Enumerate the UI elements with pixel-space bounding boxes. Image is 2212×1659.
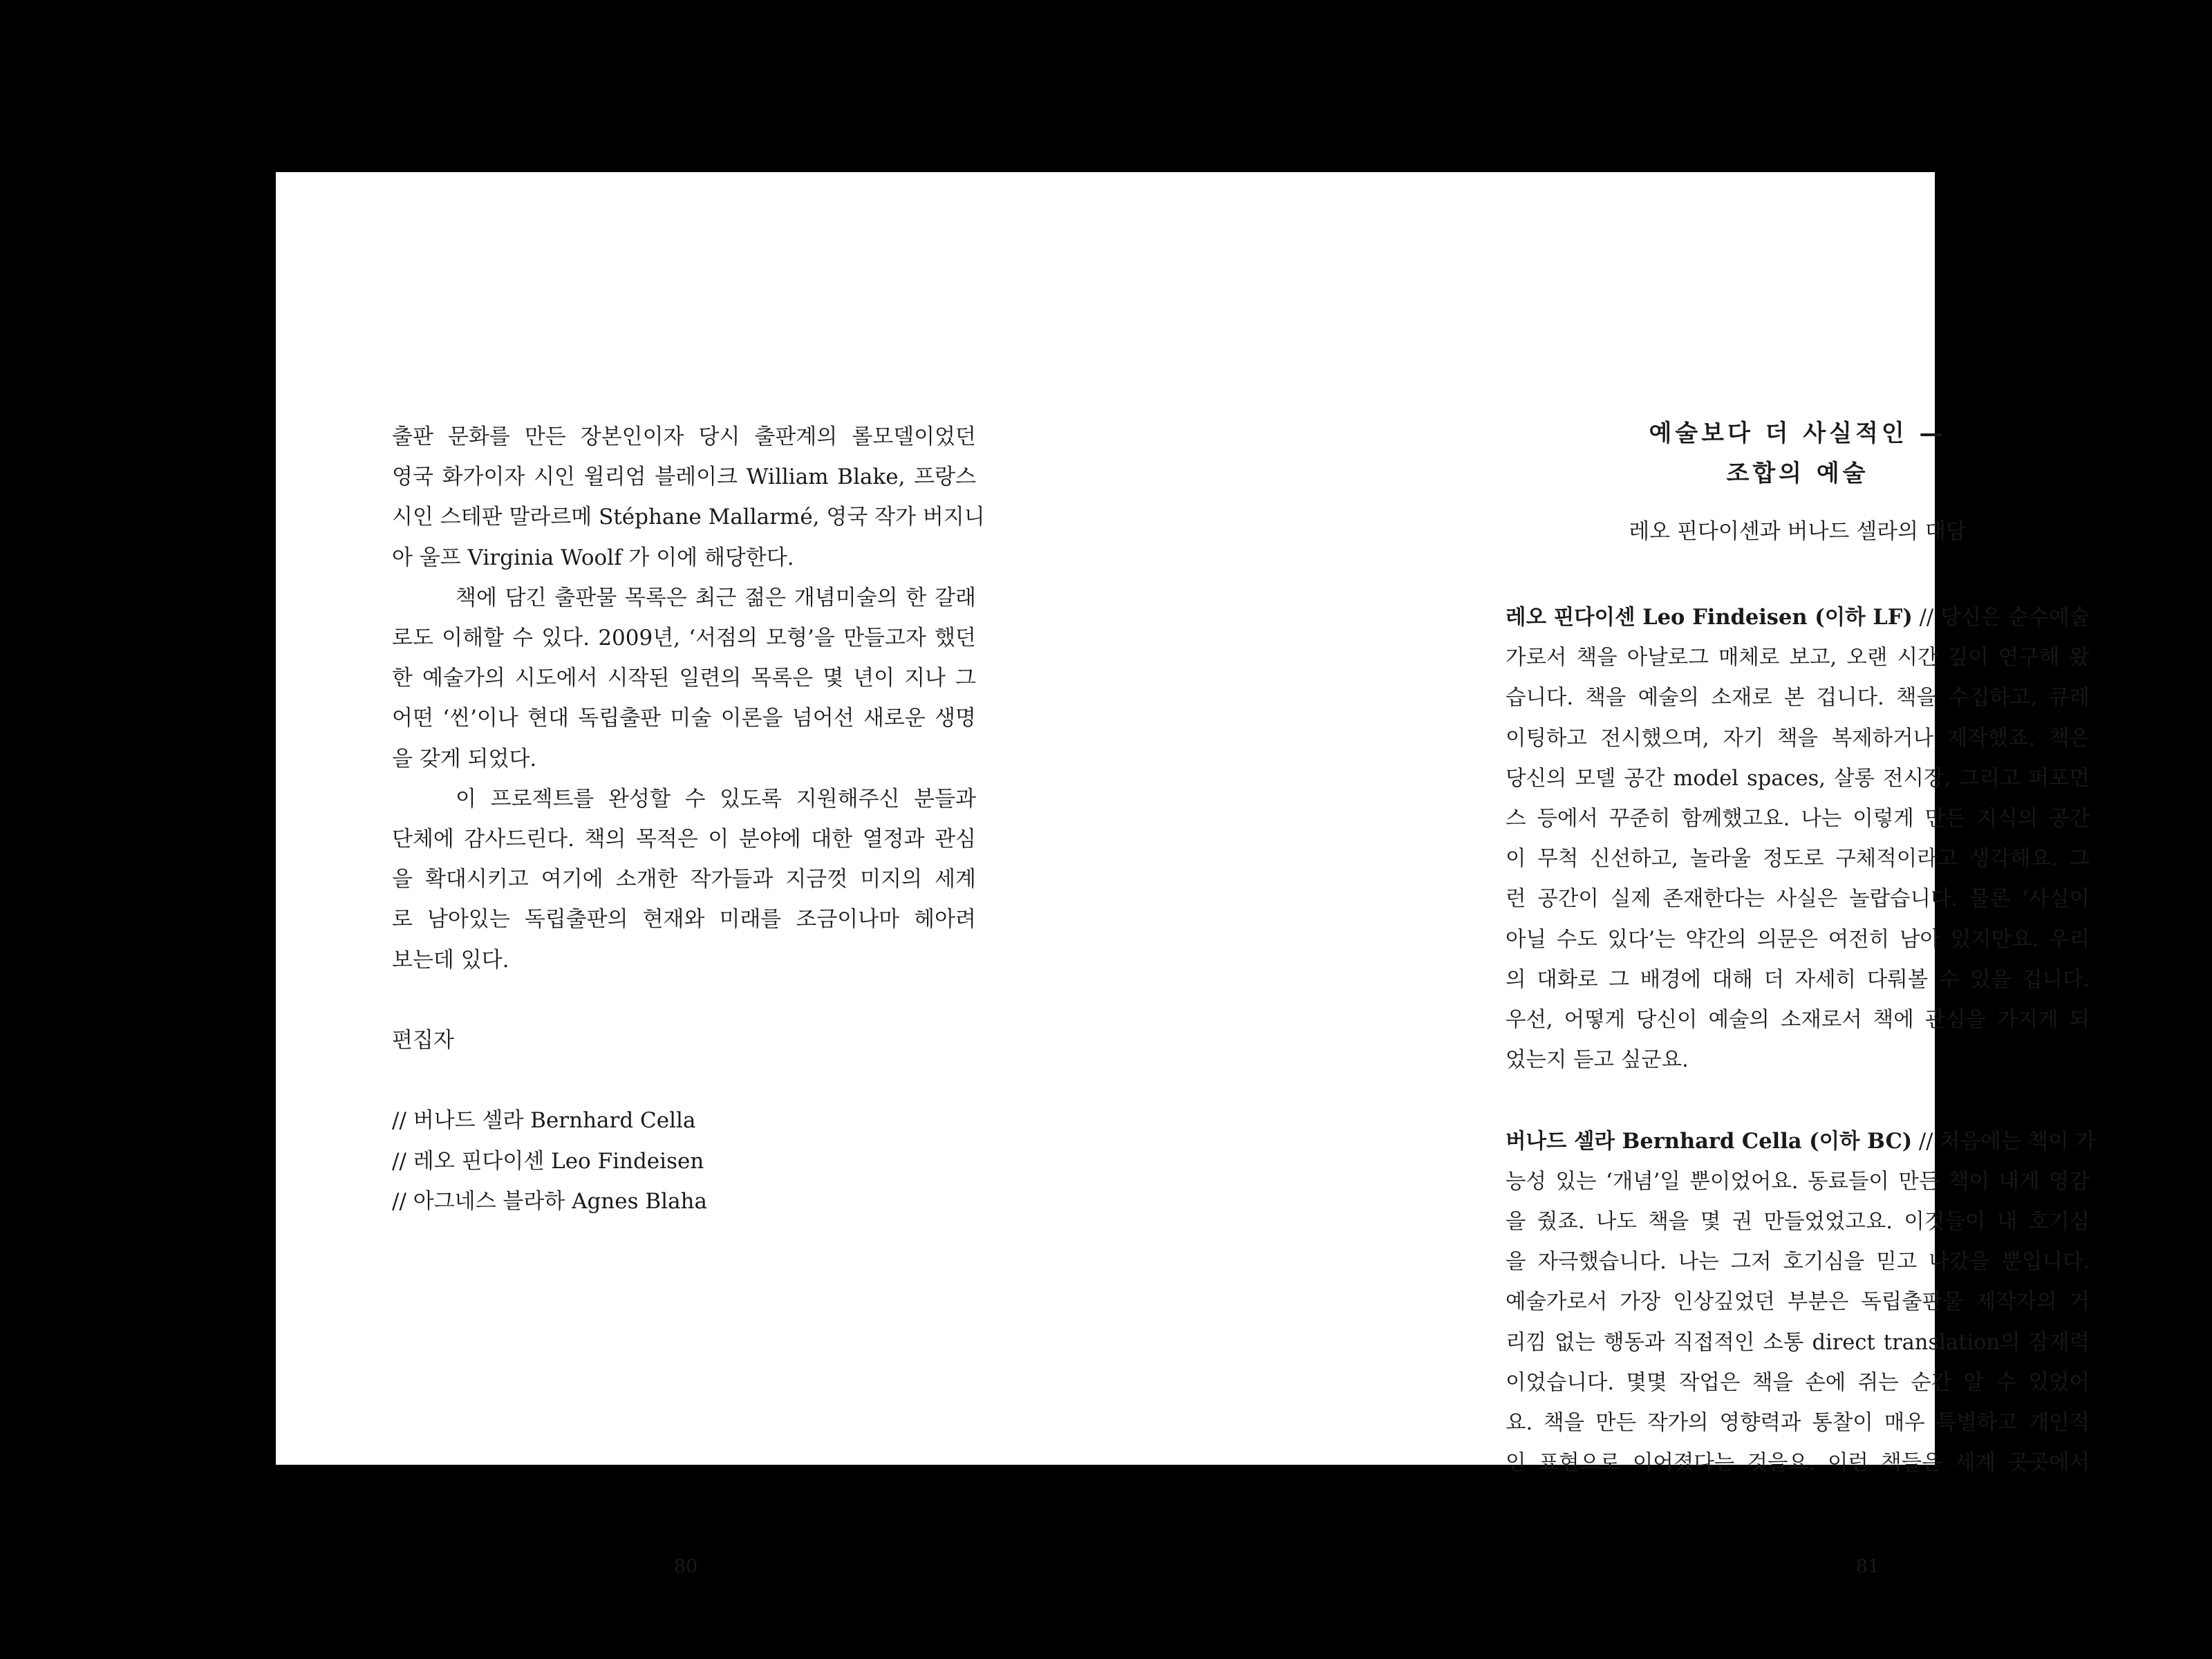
text-line: 이었습니다. 몇몇 작업은 책을 손에 쥐는 순간 알 수 있었어 [1506, 1370, 2090, 1395]
text-line: 당신의 모델 공간 model spaces, 살롱 전시장, 그리고 퍼포먼 [1506, 766, 2090, 791]
text-line: 가로서 책을 아날로그 매체로 보고, 오랜 시간 깊이 연구해 왔 [1506, 646, 2090, 671]
book-spread [276, 172, 2096, 1577]
text-line: 을 자극했습니다. 나는 그저 호기심을 믿고 나갔을 뿐입니다. [1506, 1250, 2090, 1275]
text-line: 을 줬죠. 나도 책을 몇 권 만들었었고요. 이것들이 내 호기심 [1506, 1210, 2090, 1235]
dialogue-block-bc [1506, 1121, 2096, 1484]
article-title-block [1506, 413, 2090, 552]
text-line [1506, 597, 2090, 638]
text-line: 아 울프 Virginia Woolf 가 이에 해당한다. [392, 545, 794, 570]
page-number-left: 80 [673, 1556, 698, 1577]
paragraph-3 [392, 779, 976, 980]
signature-line: // 버나드 셀라 Bernhard Cella [392, 1108, 696, 1134]
signature-heading: 편집자 [392, 1028, 454, 1053]
text-line: 책에 담긴 출판물 목록은 최근 젊은 개념미술의 한 갈래 [456, 585, 976, 610]
text-line: 요. 책을 만든 작가의 영향력과 통찰이 매우 특별하고 개인적 [1506, 1411, 2090, 1436]
text-line: 을 갖게 되었다. [392, 746, 537, 771]
speaker-label: 레오 핀다이센 Leo Findeisen (이하 LF) [1506, 605, 1913, 630]
text-line: 인 표현으로 이어졌다는 것을요. 이런 책들은 세계 곳곳에서 [1506, 1451, 2090, 1476]
speaker-label: 버나드 셀라 Bernhard Cella (이하 BC) [1506, 1128, 1913, 1154]
text-line: 단체에 감사드린다. 책의 목적은 이 분야에 대한 열정과 관심 [392, 827, 976, 852]
dialogue-block-lf [1506, 597, 2090, 1080]
paragraph-1 [392, 417, 985, 578]
text-line: 로 남아있는 독립출판의 현재와 미래를 조금이나마 헤아려 [392, 907, 976, 932]
text-line: 예술가로서 가장 인상깊었던 부분은 독립출판물 제작자의 거 [1506, 1290, 2090, 1315]
text-line: 로도 이해할 수 있다. 2009년, ‘서점의 모형’을 만들고자 했던 [392, 626, 976, 651]
signature-line: // 아그네스 블라하 Agnes Blaha [392, 1188, 708, 1214]
text-line: 리낌 없는 행동과 직접적인 소통 direct translation의 잠재력 [1506, 1330, 2090, 1355]
right-page [1105, 172, 2096, 1577]
left-page [276, 172, 1105, 1577]
text-line: 어떤 ‘씬’이나 현대 독립출판 미술 이론을 넘어선 새로운 생명 [392, 706, 976, 731]
article-subtitle: 레오 핀다이센과 버나드 셀라의 대담 [1629, 519, 1967, 544]
text-line [1506, 1121, 2096, 1162]
text-line: 이 프로젝트를 완성할 수 있도록 지원해주신 분들과 [456, 786, 976, 812]
signature-line: // 레오 핀다이센 Leo Findeisen [392, 1148, 704, 1174]
text-line: 능성 있는 ‘개념’일 뿐이었어요. 동료들이 만든 책이 내게 영감 [1506, 1169, 2090, 1194]
article-title-line: 예술보다 더 사실적인 — [1649, 420, 1947, 447]
text-line: 한 예술가의 시도에서 시작된 일련의 목록은 몇 년이 지나 그 [392, 666, 976, 691]
text-line: 우선, 어떻게 당신이 예술의 소재로서 책에 관심을 가지게 되 [1506, 1008, 2090, 1033]
article-title-line: 조합의 예술 [1726, 460, 1869, 487]
page-number-right: 81 [1855, 1556, 1880, 1577]
text-line: 영국 화가이자 시인 윌리엄 블레이크 William Blake, 프랑스 [392, 465, 976, 490]
text-line: 출판 문화를 만든 장본인이자 당시 출판계의 롤모델이었던 [392, 424, 976, 449]
text-line: 보는데 있다. [392, 947, 509, 973]
paragraph-2 [392, 578, 976, 779]
speaker-line-rest: // 당신은 순수예술 [1912, 606, 2090, 630]
left-page-text [392, 417, 985, 1221]
interview-text [1506, 597, 2096, 1483]
text-line: 시인 스테판 말라르메 Stéphane Mallarmé, 영국 작가 버지니 [392, 505, 985, 530]
text-line: 스 등에서 꾸준히 함께했고요. 나는 이렇게 만든 지식의 공간 [1506, 807, 2090, 832]
text-line: 런 공간이 실제 존재한다는 사실은 놀랍습니다. 물론 ‘사실이 [1506, 887, 2090, 912]
text-line: 었는지 듣고 싶군요. [1506, 1048, 1689, 1073]
text-line: 을 확대시키고 여기에 소개한 작가들과 지금껏 미지의 세계 [392, 867, 976, 892]
text-line: 이팅하고 전시했으며, 자기 책을 복제하거나 제작했죠. 책은 [1506, 726, 2090, 751]
text-line: 의 대화로 그 배경에 대해 더 자세히 다뤄볼 수 있을 겁니다. [1506, 967, 2090, 992]
speaker-line-rest: // 처음에는 책이 가 [1912, 1129, 2096, 1154]
text-line: 이 무척 신선하고, 놀라울 정도로 구체적이라고 생각해요. 그 [1506, 847, 2090, 872]
text-line: 습니다. 책을 예술의 소재로 본 겁니다. 책을 수집하고, 큐레 [1506, 686, 2090, 711]
text-line: 아닐 수도 있다’는 약간의 의문은 여전히 남아 있지만요. 우리 [1506, 927, 2090, 952]
